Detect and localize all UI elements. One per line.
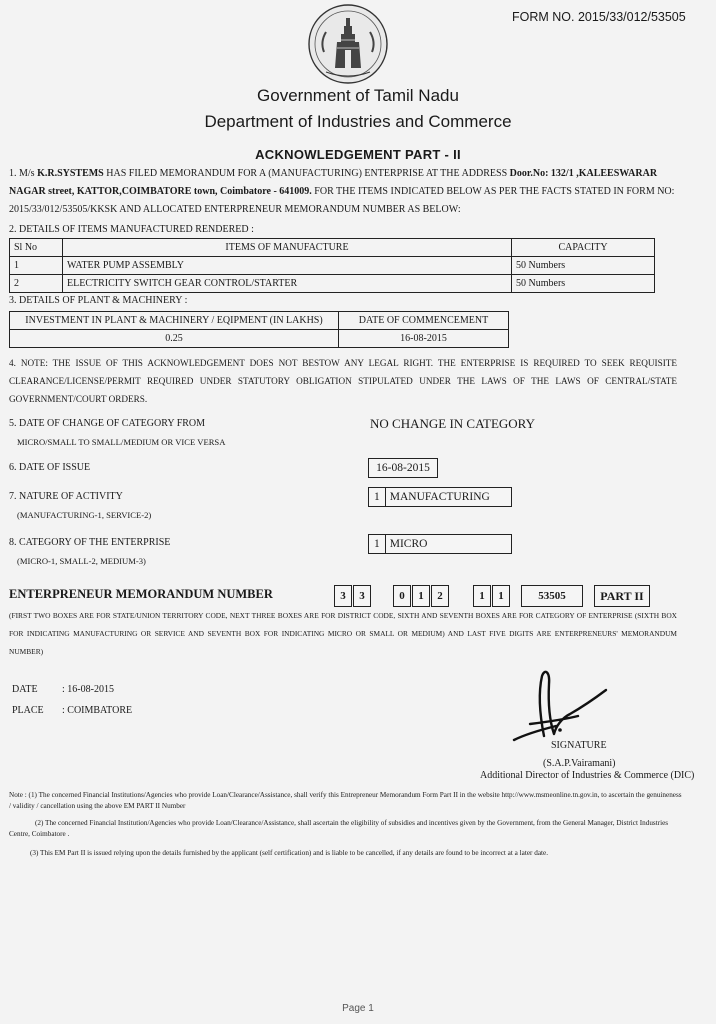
firm-name: K.R.SYSTEMS: [37, 168, 104, 179]
category-code: 1: [369, 535, 386, 553]
government-heading: Government of Tamil Nadu: [257, 86, 459, 105]
signature-label: SIGNATURE: [551, 740, 607, 751]
change-category-value: NO CHANGE IN CATEGORY: [370, 416, 536, 431]
table-row: 2 ELECTRICITY SWITCH GEAR CONTROL/STARTER 50 Numbers: [10, 275, 655, 293]
change-category-sublabel: MICRO/SMALL TO SMALL/MEDIUM OR VICE VERSA: [17, 437, 226, 447]
date-label: DATE: [12, 684, 38, 695]
em-digit-box: 1: [412, 585, 430, 607]
em-digit-box: 0: [393, 585, 411, 607]
category-value: MICRO: [389, 538, 428, 550]
activity-sublabel: (MANUFACTURING-1, SERVICE-2): [17, 510, 152, 520]
table-row: 1 WATER PUMP ASSEMBLY 50 Numbers: [10, 257, 655, 275]
plant-heading: 3. DETAILS OF PLANT & MACHINERY :: [9, 295, 188, 306]
signer-name: (S.A.P.Vairamani): [543, 758, 616, 769]
firm-address: Door.No: 132/1 ,KALEESWARAR NAGAR street, KATTOR,COIMBATORE town, Coimbatore - 641009.: [9, 168, 658, 197]
category-box: [368, 534, 512, 554]
place-value: : COIMBATORE: [62, 705, 133, 716]
state-emblem-icon: [306, 2, 390, 86]
handwritten-signature: [500, 664, 620, 748]
em-digit-box: 1: [492, 585, 510, 607]
em-digit-box: 2: [431, 585, 449, 607]
change-category-label: 5. DATE OF CHANGE OF CATEGORY FROM: [9, 418, 206, 429]
date-value: : 16-08-2015: [62, 684, 114, 695]
items-table: [9, 238, 655, 293]
note-2: (2) The concerned Financial Institution/Agencies who provide Loan/Clearance/Assistance, shall ascertain the eligibility of subsidies and incentives given by the Government, from the General Manager, District Industries Centre, Coimbatore .: [9, 819, 669, 838]
place-label: PLACE: [12, 705, 44, 716]
activity-value: MANUFACTURING: [389, 491, 490, 503]
signer-title: Additional Director of Industries & Commerce (DIC): [480, 770, 695, 781]
department-heading: Department of Industries and Commerce: [204, 112, 512, 131]
em-digit-box: 3: [334, 585, 352, 607]
col-investment: INVESTMENT IN PLANT & MACHINERY / EQIPMENT (IN LAKHS): [10, 312, 339, 330]
page-number: Page 1: [342, 1003, 374, 1014]
form-number: FORM NO. 2015/33/012/53505: [512, 10, 686, 24]
note-3: (3) This EM Part II is issued relying upon the details furnished by the applicant (self certification) and is liable to be cancelled, if any details are found to be incorrect at a later date.: [30, 849, 548, 857]
col-items: ITEMS OF MANUFACTURE: [63, 239, 512, 257]
activity-box: [368, 487, 512, 507]
em-number-label: ENTERPRENEUR MEMORANDUM NUMBER: [9, 587, 273, 601]
col-commencement: DATE OF COMMENCEMENT: [339, 312, 509, 330]
em-explanation: (FIRST TWO BOXES ARE FOR STATE/UNION TERRITORY CODE, NEXT THREE BOXES ARE FOR DISTRICT CODE, SIXTH AND SEVENTH BOXES ARE FOR CATEGORY OF ENTERPRISE (SIXTH BOX FOR INDICATING MANUFACTURING OR SERVICE AND SEVENTH BOX FOR INDICATING MICRO OR SMALL OR MEDIUM) AND LAST FIVE DIGITS ARE ENTERPRENEURS' MEMORANDUM NUMBER): [9, 611, 677, 656]
em-serial-box: 53505: [521, 585, 583, 607]
issue-date-label: 6. DATE OF ISSUE: [9, 462, 91, 473]
note-1: Note : (1) The concerned Financial Institutions/Agencies who provide Loan/Clearance/Assistance, shall verify this Entrepreneur Memorandum Form Part II in the website http://www.msmeonline.tn.gov.in, to ascertain the genuineness / validity / cancellation using the above EM PART II Number: [9, 791, 682, 810]
col-capacity: CAPACITY: [512, 239, 655, 257]
intro-paragraph: 1. M/s K.R.SYSTEMS HAS FILED MEMORANDUM FOR A (MANUFACTURING) ENTERPRISE AT THE ADDRESS Door.No: 132/1 ,KALEESWARAR NAGAR street, KATTOR,COIMBATORE town, Coimbatore - 641009. FOR THE ITEMS INDICATED BELOW AS PER THE FACTS STATED IN FORM NO: 2015/33/012/53505/KKSK AND ALLOCATED ENTERPRENEUR MEMORANDUM NUMBER AS BELOW:: [9, 168, 675, 215]
col-sl-no: Sl No: [10, 239, 63, 257]
activity-label: 7. NATURE OF ACTIVITY: [9, 491, 123, 502]
legal-note: 4. NOTE: THE ISSUE OF THIS ACKNOWLEDGEMENT DOES NOT BESTOW ANY LEGAL RIGHT. THE ENTERPRISE IS REQUIRED TO SEEK REQUISITE CLEARANCE/LICENSE/PERMIT REQUIRED UNDER STATUTORY OBLIGATION STIPULATED UNDER THE LAWS OF THE LAWS OF CENTRAL/STATE GOVERNMENT/COURT ORDERS.: [9, 358, 677, 404]
em-digit-box: 3: [353, 585, 371, 607]
issue-date-value: 16-08-2015: [368, 458, 438, 478]
document-title: ACKNOWLEDGEMENT PART - II: [255, 147, 461, 162]
em-digit-box: 1: [473, 585, 491, 607]
items-heading: 2. DETAILS OF ITEMS MANUFACTURED RENDERED :: [9, 224, 254, 235]
table-row: 0.25 16-08-2015: [10, 330, 509, 348]
category-sublabel: (MICRO-1, SMALL-2, MEDIUM-3): [17, 556, 146, 566]
em-part-box: PART II: [594, 585, 650, 607]
plant-table: [9, 311, 509, 348]
activity-code: 1: [369, 488, 386, 506]
category-label: 8. CATEGORY OF THE ENTERPRISE: [9, 537, 171, 548]
